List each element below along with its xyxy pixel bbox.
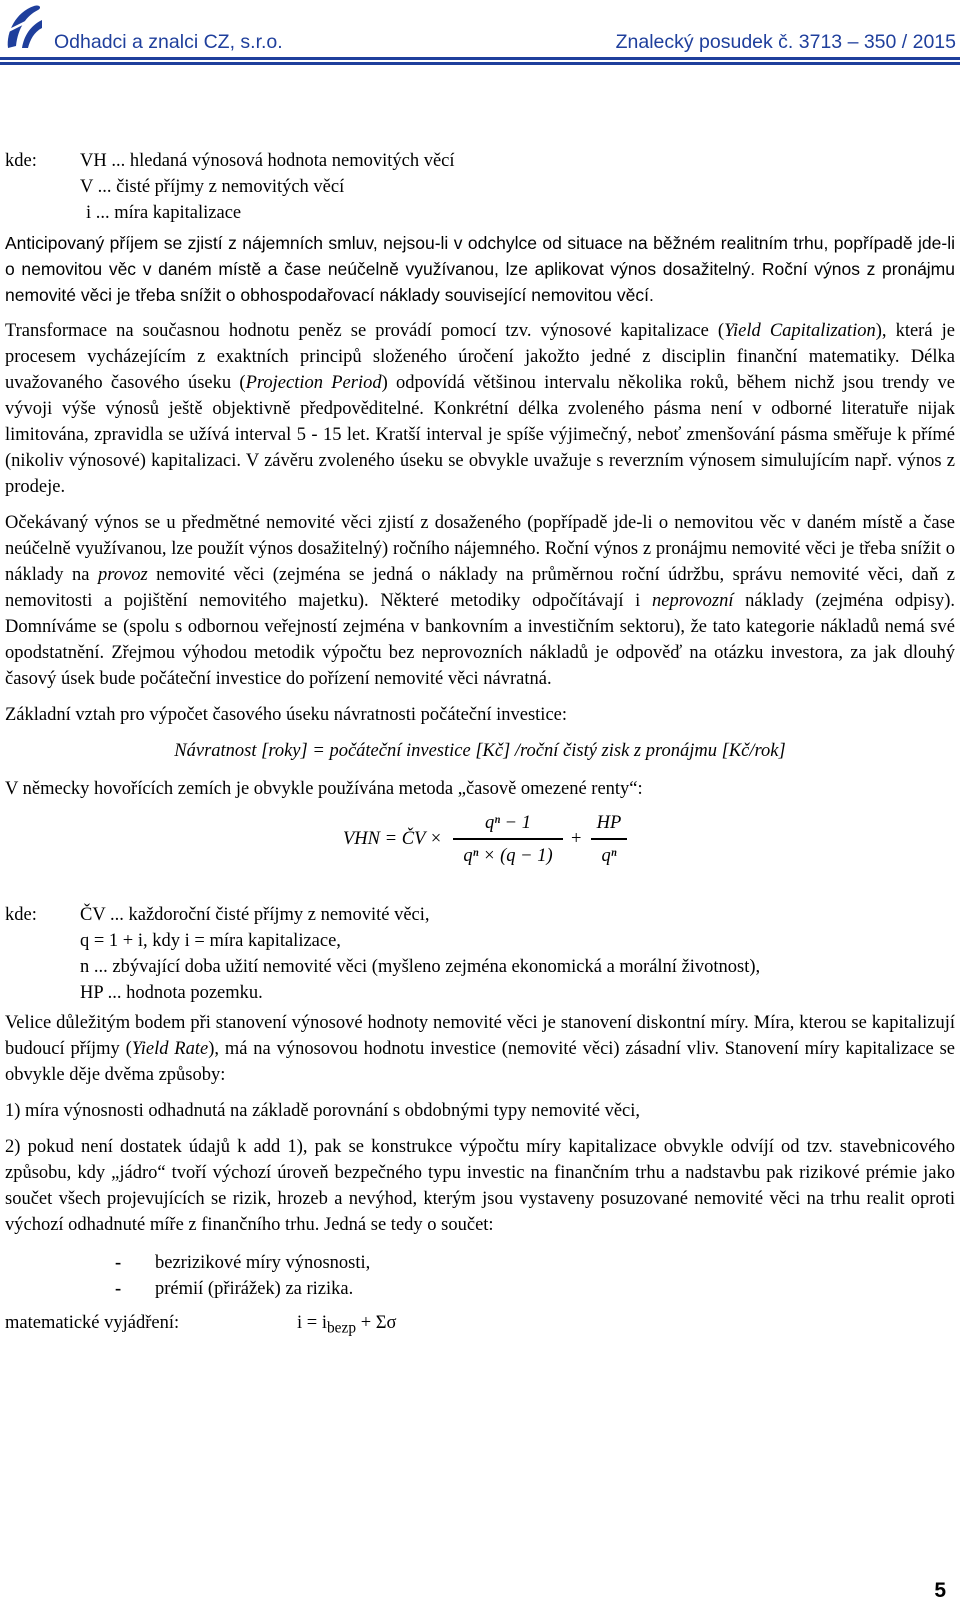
header-rule-bottom: [0, 62, 960, 65]
kde-label: kde:: [5, 151, 37, 171]
definition-list: [80, 902, 760, 1006]
term-yield-capitalization: Yield Capitalization: [724, 321, 876, 341]
math-expression: [5, 1310, 955, 1342]
fraction-bar: [453, 838, 563, 840]
math-label: matematické vyjádření:: [5, 1313, 180, 1333]
fraction-denominator: qⁿ × (q − 1): [463, 845, 553, 866]
definitions-cv: [5, 902, 955, 1006]
math-lhs: i = i: [297, 1313, 327, 1333]
text-span: Očekávaný výnos se u předmětné nemovité věci zjistí z dosaženého (popřípadě jde-li o nemovitou věc v daném místě a čase neúčelně využívanou, lze použít výnos dosažitelný) ročního nájemného. Roční výnos z pronájmu nemovité věci je třeba snížit o náklady na: [5, 513, 955, 585]
page-number: 5: [934, 1579, 946, 1602]
paragraph-anticipated-income: Anticipovaný příjem se zjistí z nájemních smluv, nejsou-li v odchylce od situace na běžném realitním trhu, popřípadě jde-li o nemovitou věc v daném místě a čase neúčelně využívanou, lze aplikovat výnos dosažitelný. Roční výnos z pronájmu nemovité věci je třeba snížit o obhospodařovací náklady související nemovitou věcí.: [5, 233, 955, 305]
bullet-list: [5, 1250, 955, 1302]
definition-item: HP ... hodnota pozemku.: [80, 983, 263, 1003]
company-name: Odhadci a znalci CZ, s.r.o.: [54, 31, 283, 53]
term-yield-rate: Yield Rate: [131, 1039, 209, 1059]
list-item-text: bezrizikové míry výnosnosti,: [155, 1253, 371, 1273]
definition-item: i ... míra kapitalizace: [86, 203, 242, 223]
paragraph-expected-yield: [5, 510, 955, 692]
paragraph-method-1: 1) míra výnosnosti odhadnutá na základě porovnání s obdobnými typy nemovité věci,: [5, 1101, 641, 1121]
definitions-vh: [5, 148, 955, 226]
bullet-dash: -: [115, 1253, 122, 1273]
definition-item: n ... zbývající doba užití nemovité věci (myšleno zejména ekonomická a morální životnost),: [80, 957, 761, 977]
math-subscript: bezp: [326, 1319, 357, 1337]
text-span: Velice důležitým bodem při stanovení výnosové hodnoty nemovité věci je stanovení diskontní míry. Míra, kterou se kapitalizují budoucí příjmy (: [5, 1013, 955, 1059]
formula-vhn: [5, 808, 955, 894]
list-item: [5, 1276, 955, 1302]
formula-lhs: VHN = ČV ×: [343, 829, 443, 849]
paragraph-german-method: V německy hovořících zemích je obvykle používána metoda „časově omezené renty“:: [5, 779, 643, 799]
company-logo-icon: [4, 2, 44, 52]
text-span: ) odpovídá většinou intervalu několika roků, během nichž jsou trendy ve vývoji výše výnosů ještě objektivně předpověditelné. Konkrétní délka zvoleného pásma není v odborné literatuře nijak limitována, zpravidla se užívá interval 5 - 15 let. Kratší interval je spíše výjimečný, neboť zmenšování pásma směřuje k přímé (nikoliv výnosové) kapitalizaci. V závěru zvoleného úseku se obvykle uvažuje s reverzním výnosem simulujícím např. výnos z prodeje.: [5, 373, 955, 497]
definition-item: V ... čisté příjmy z nemovitých věcí: [80, 177, 345, 197]
math-formula: [297, 1310, 397, 1342]
term-neprovozni: neprovozní: [651, 591, 734, 611]
definition-item: VH ... hledaná výnosová hodnota nemovitých věcí: [80, 151, 455, 171]
term-projection-period: Projection Period: [245, 373, 382, 393]
paragraph-basic-relation: Základní vztah pro výpočet časového úseku návratnosti počáteční investice:: [5, 705, 568, 725]
text-span: ), která je procesem vycházejícím z exaktních principů složeného úročení jakožto jedné z disciplin finanční matematiky. Délka uvažovaného časového úseku (: [5, 321, 955, 393]
fraction-numerator: qⁿ − 1: [484, 813, 532, 833]
definition-item: ČV ... každoroční čisté příjmy z nemovité věci,: [80, 905, 430, 925]
plus-sign: +: [571, 829, 582, 849]
math-rhs: + Σσ: [356, 1313, 397, 1333]
paragraph-discount-rate: [5, 1010, 955, 1088]
fraction-denominator: qⁿ: [601, 845, 617, 866]
text-span: Transformace na současnou hodnotu peněz se provádí pomocí tzv. výnosové kapitalizace (: [5, 321, 725, 341]
list-item: [5, 1250, 955, 1276]
text-span: náklady (zejména odpisy). Domníváme se (spolu s odbornou veřejností zejména v bankovním a investičním sektoru), že tato kategorie nákladů nemá své opodstatnění. Zřejmou výhodou metodik výpočtu bez neprovozních nákladů je odpověď na otázku investora, za jak dlouhý časový úsek bude počáteční investice do pořízení nemovité věci návratná.: [5, 591, 955, 689]
list-item-text: prémií (přirážek) za rizika.: [155, 1279, 354, 1299]
definition-list: [80, 148, 455, 226]
paragraph-transformation: [5, 318, 955, 500]
fraction-land: [591, 810, 627, 869]
fraction-annuity: [453, 810, 563, 869]
paragraph-method-2: 2) pokud není dostatek údajů k add 1), pak se konstrukce výpočtu míry kapitalizace obvykle odvíjí od tzv. stavebnicového způsobu, kdy „jádro“ tvoří výchozí úroveň bezpečného typu investic na finančním trhu a nadstavbu pak rizikové prémie jako součet všech projevujících se rizik, hrozeb a nevýhod, kterým jsou vystaveny posuzované nemovité věci na trhu realit oproti výchozí odhadnuté míře z finančního trhu. Jedná se tedy o součet:: [5, 1137, 955, 1235]
fraction-bar: [591, 838, 627, 840]
bullet-dash: -: [115, 1279, 122, 1299]
definition-item: q = 1 + i, kdy i = míra kapitalizace,: [80, 931, 341, 951]
formula-payback: [5, 738, 955, 764]
fraction-numerator: HP: [596, 813, 622, 833]
kde-label: kde:: [5, 905, 37, 925]
text-span: ), má na výnosovou hodnotu investice (nemovité věci) zásadní vliv. Stanovení míry kapitalizace se obvykle děje dvěma způsoby:: [5, 1039, 956, 1085]
term-provoz: provoz: [97, 565, 148, 585]
formula-payback-text: Návratnost [roky] = počáteční investice [Kč] /roční čistý zisk z pronájmu [Kč/rok]: [174, 741, 786, 761]
header-rule-top: [0, 57, 960, 60]
text-span: nemovité věci (zejména se jedná o náklady na průměrnou roční údržbu, správu nemovité věci, daň z nemovitosti a pojištění nemovitého majetku). Některé metodiky odpočítávají i: [5, 565, 956, 611]
document-body: [5, 148, 955, 1342]
report-number: Znalecký posudek č. 3713 – 350 / 2015: [615, 31, 956, 53]
